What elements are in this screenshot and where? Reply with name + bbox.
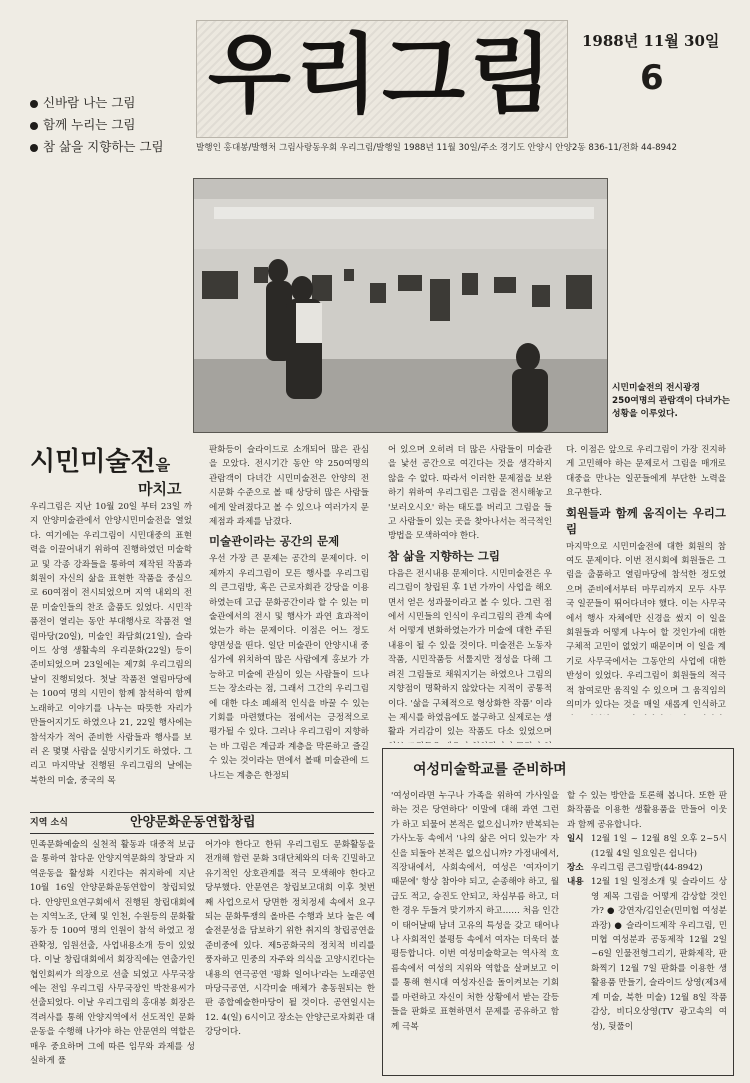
exhibition-photo-illustration	[194, 179, 607, 432]
masthead-title: 우리그림	[207, 25, 557, 125]
issue-number: 6	[640, 58, 664, 98]
womens-school-box	[382, 748, 734, 1076]
womens-school-title: 여성미술학교를 준비하며	[413, 762, 567, 778]
bullet-icon	[30, 122, 38, 130]
slogan-item: 참 삶을 지향하는 그림	[30, 136, 164, 158]
photo-caption: 시민미술전의 전시광경 250여명의 관람객이 다녀가는 성황을 이루었다.	[612, 383, 730, 419]
womens-school-column: 할 수 있는 방안을 토론해 봅니다. 또한 판화작품을 이용한 생활용품을 만들어 이웃과 함께 공유합니다. 일시 12월 1일 ~ 12월 8일 오후 2~5시 (12월 4일 일요일은 쉽니다) 장소 우리그림 큰그림방(44-8942) 내용 12월 1일 일정소개 및 슬라이드 상영 제목 그림을 어떻게 감상할 것인가? ● 강연자/김인순(민미협 여성분과장) ● 슬라이드제작 우리그림, 민미협 여성분과 공동제작 12월 2일~6일 인물전형그리기, 판화제작, 판화찍기 12월 7일 판화를 이용한 생활용품 만들기, 슬라이드 상영(제3세계 미술, 북한 미술) 12월 8일 작품감상, 비디오상영(TV 광고속의 여성), 뒷풀이	[567, 789, 727, 1071]
schedule-row: 내용 12월 1일 일정소개 및 슬라이드 상영 제목 그림을 어떻게 감상할 것인가? ● 강연자/김인순(민미협 여성분과장) ● 슬라이드제작 우리그림, 민미협 여성분과 공동제작 12월 2일~6일 인물전형그리기, 판화제작, 판화찍기 12월 7일 판화를 이용한 생활용품 만들기, 슬라이드 상영(제3세계 미술, 북한 미술) 12월 8일 작품감상, 비디오상영(TV 광고속의 여성), 뒷풀이	[567, 877, 727, 1032]
womens-school-column: '여성이라면 누구나 가족을 위하여 가사일을 하는 것은 당연하다' 이말에 대해 과연 그런가 하고 되물어 본적은 없으십니까? 반복되는 가사노동 속에서 '나의 삶은 어디 있는가' 자신을 되돌아 본적은 없으십니까? 가정내에서, 직장내에서, 사회속에서, 여성은 '여자이기 때문에' 항상 참아야 되고, 순종해야 하고, 월급도 적고, 승진도 안되고, 차심부름 하고, 더한 경우 두들겨 맞기까지 하고…… 처음 인간이 태어날때 남녀 고유의 특성을 갖고 태어나나 사회적인 불평등 속에서 여자는 더욱더 불평등합니다. 이번 여성미술학교는 역사적 흐름속에서 여성의 지위와 역할을 살펴보고 이를 통해 현시대 여성자신을 돌이켜보는 기회를 마련하고 자신이 처한 상황에서 받는 갈등들을 판화로 표현하면서 문제를 공유하고 함께 극복	[391, 791, 559, 1032]
local-news-column: 어가야 한다고 한뒤 우리그림도 문화활동을 전개해 함런 문화 3대단체와의 더욱 긴밀하고 유기적인 상호관계를 적극 모색해야 한다고 당부했다. 안문연은 창립보고대회 이후 첫번째 사업으로서 당면한 정치정세 속에서 요구되는 문화투쟁의 올바른 수행과 보다 높은 예술전문성을 담보하기 위한 취지의 창립공연을 준비중에 있다. 제5공화국의 정치적 비리를 풍자하고 민중의 자주와 의식을 고양시킨다는 내용의 연극공연 '평화 일어나'라는 노래공연 마당극공연, 시각미술 매체가 총동원되는 한판 종합예술한마당이 될 것이다. 공연일시는 12. 4(일) 6시이고 장소는 안양근로자회관 대강당이다.	[205, 840, 375, 1038]
issue-date: 1988년 11월 30일	[582, 32, 720, 50]
local-news-header	[30, 812, 374, 834]
article-column: 다. 이점은 앞으로 우리그림이 가장 진지하게 고민해야 하는 문제로서 그림을 매개로 대중을 만나는 일꾼들에게 부단한 노력을 요구한다. 회원들과 함께 움직이는 우리그림 마지막으로 시민미술전에 대한 회원의 참여도 문제이다. 이번 전시회에 회원들은 그림을 출품하고 열림마당에 참석한 정도였으며 준비에서부터 마무리까지 모두 사무국 일꾼들이 뛰어다녀야 했다. 이는 사무국에서 행사 자체에만 신경을 썼지 이 일을 회원들과 어떻게 나누어 할 것인가에 대한 구체적 고민이 없었기 때문이며 이 일을 계기로 사무국에서는 그동안의 사업에 대한 반성이 있었다. 우리그림이 회원들의 적극적 참여로만 움직일 수 있으며 그 움직임의 의미가 있다는 것을 매일 새롭게 인식하고	[566, 445, 726, 711]
exhibition-photo	[193, 178, 608, 433]
local-news-title: 안양문화운동연합창립	[130, 815, 256, 830]
slogan-list	[30, 92, 164, 158]
section-heading: 회원들과 함께 움직이는 우리그림	[566, 505, 726, 536]
publisher-info: 발행인 홍대봉/발행처 그림사랑동우회 우리그림/발행일 1988년 11월 30일/주소 경기도 안양시 안양2동 836-11/전화 44-8942	[196, 143, 677, 153]
schedule-row: 일시 12월 1일 ~ 12월 8일 오후 2~5시 (12월 4일 일요일은 쉽니다)	[567, 834, 727, 859]
section-label: 지역 소식	[30, 818, 68, 828]
article-column: 우리그림은 지난 10월 20일 부터 23일 까지 안양미술관에서 안양시민미술전을 열었다. 여기에는 우리그림이 시민대중의 표현력을 이끌어내기 위하여 진행하였던 미술학교 및 각종 강좌들을 통하여 제작된 작품과 회원이 자신의 삶을 표현한 작품을 중심으로 60여점이 전시되었으며 지역 내외의 전문 미술인들의 찬조 출품도 있었다. 시민작품전이 열리는 동안 부대행사로 작품전 열림마당(20일), 미술인 좌담회(21일), 슬라이드 상영 생활속의 우리문화(22일) 등이 준비되었으며 23일에는 제7회 우리그림의 날이 진행되었다. 첫날 작품전 열림마당에는 100여 명의 시민이 함께 참석하여 함께 노래하고 이야기를 나누는 따뜻한 자리가 만들어지기도 하였으나 21, 22일 행사에는 참석자가 적어 준비한 사람들과 행사를 보러 온 몇몇 사람을 실망시키기도 하였다. 그리고 마지막날 진행된 우리그림의 날에는 북한의 미술, 중국의 목	[30, 502, 192, 786]
article-headline-line2: 마치고	[138, 480, 182, 498]
article-column: 어 있으며 오히려 더 많은 사람들이 미술관을 낯선 공간으로 여긴다는 것을 생각하지 않을 수 없다. 따라서 이러한 문제점을 보완하기 위하여 우리그림은 그림을 전시해놓고 '보러오시오' 하는 태도를 버리고 그림을 들고 사람들이 있는 곳을 찾아나서는 적극적인 방법을 모색하여야 한다. 참 삶을 지향하는 그림 다음은 전시내용 문제이다. 시민미술전은 우리그림이 창립된 후 1년 가까이 사업을 해오면서 얻은 성과물이라고 볼 수 있다. 그런 점에서 시민들의 인식이 우리그림의 관계 속에서 어떻게 변화하였는가가 미술에 대한 주된 내용이 될 수 있을 것이다. 미술전은 노동자 작품, 시민작품등 서툴지만 정성을 다해 그려진 그림들로 채워지기는 하였으나 그림의 지향점이 명확하지 않았다는 지적이 공통적이다. '삶을 구체적으로 형상화한 작품' 이라는 제시를 하였음에도 불구하고 실제로는 생활과 거리감이 있는 작품도 다소 있었으며	[388, 445, 552, 738]
section-heading: 참 삶을 지향하는 그림	[388, 548, 500, 563]
local-news-column: 민족문화예술의 실천적 활동과 대중적 보급을 통하여 참다운 안양지역문화의 창달과 지역운동을 활성화 시킨다는 취지하에 지난 10월 16일 안양문화운동연합이 창립되었다. 안양민요연구회에서 진행된 창립대회에는 지역노조, 단체 및 인천, 수원등의 문화활동가 등 100여 명의 인원이 참석 하였고 정관확정, 임원선출, 사업내용소개 등이 있었다. 이날 창립대회에서 회장직에는 연출가인 협인회씨가 의장으로 선출 되었고 사무국장에는 전임 우리그림 사무국장인 박찬용씨가 선출되었다. 이날 우리그림의 홍대봉 회장은 격려사를 통해 안양지역에서 선도적인 문화운동을 수행해 나가야 하는 안문연의 역할은 매우 중요하며 그에 따른 임무와 과제를 성실하게 풀	[30, 840, 195, 1067]
article-headline: 시민미술전을	[30, 447, 171, 477]
bullet-icon	[30, 144, 38, 152]
slogan-item: 함께 누리는 그림	[30, 114, 164, 136]
section-heading: 미술관이라는 공간의 문제	[209, 534, 340, 549]
bullet-icon	[30, 100, 38, 108]
schedule-row: 장소 우리그림 큰그림방(44-8942)	[567, 863, 703, 874]
article-column: 판화등이 슬라이드로 소개되어 많은 관심을 모았다. 전시기간 동안 약 250여명의 관람객이 다녀간 시민미술전은 안양의 전시문화 수준으로 볼 때 상당히 많은 사람들에게 알려졌다고 볼 수 있으나 여러가지 문제점과 과제를 남겼다. 미술관이라는 공간의 문제 우선 가장 큰 문제는 공간의 문제이다. 이제까지 우리그림이 모든 행사를 우리그림의 큰그림방, 혹은 근로자회관 강당을 이용하였는데 고급 문화공간이라 할 수 있는 미술관에서의 전시 및 행사가 과연 효과적이었는가 하는 문제이다. 이점은 어느 정도 양면성을 띤다. 일단 미술관이 안양시내 중심가에 위치하여 많은 사람에게 홍보가 가능하고 미술에 관심이 있는 사람들이 드나드는 장소라는 점, 그래서 그간의 우리그림에 대한 다소 폐쇄적 인식을 바꿀 수 있는 기회를 마련했다는 점에서는 긍정적으로 평가될 수 있다. 그러나 우리그림이 지향하는 바 그림은 계급과 계층을 막론하고 즐길 수 있는 것이라는 면에서 볼때 미술관에 드나드는 계층은 한정되	[209, 445, 369, 781]
slogan-item: 신바람 나는 그림	[30, 92, 164, 114]
masthead-logo	[196, 20, 568, 138]
